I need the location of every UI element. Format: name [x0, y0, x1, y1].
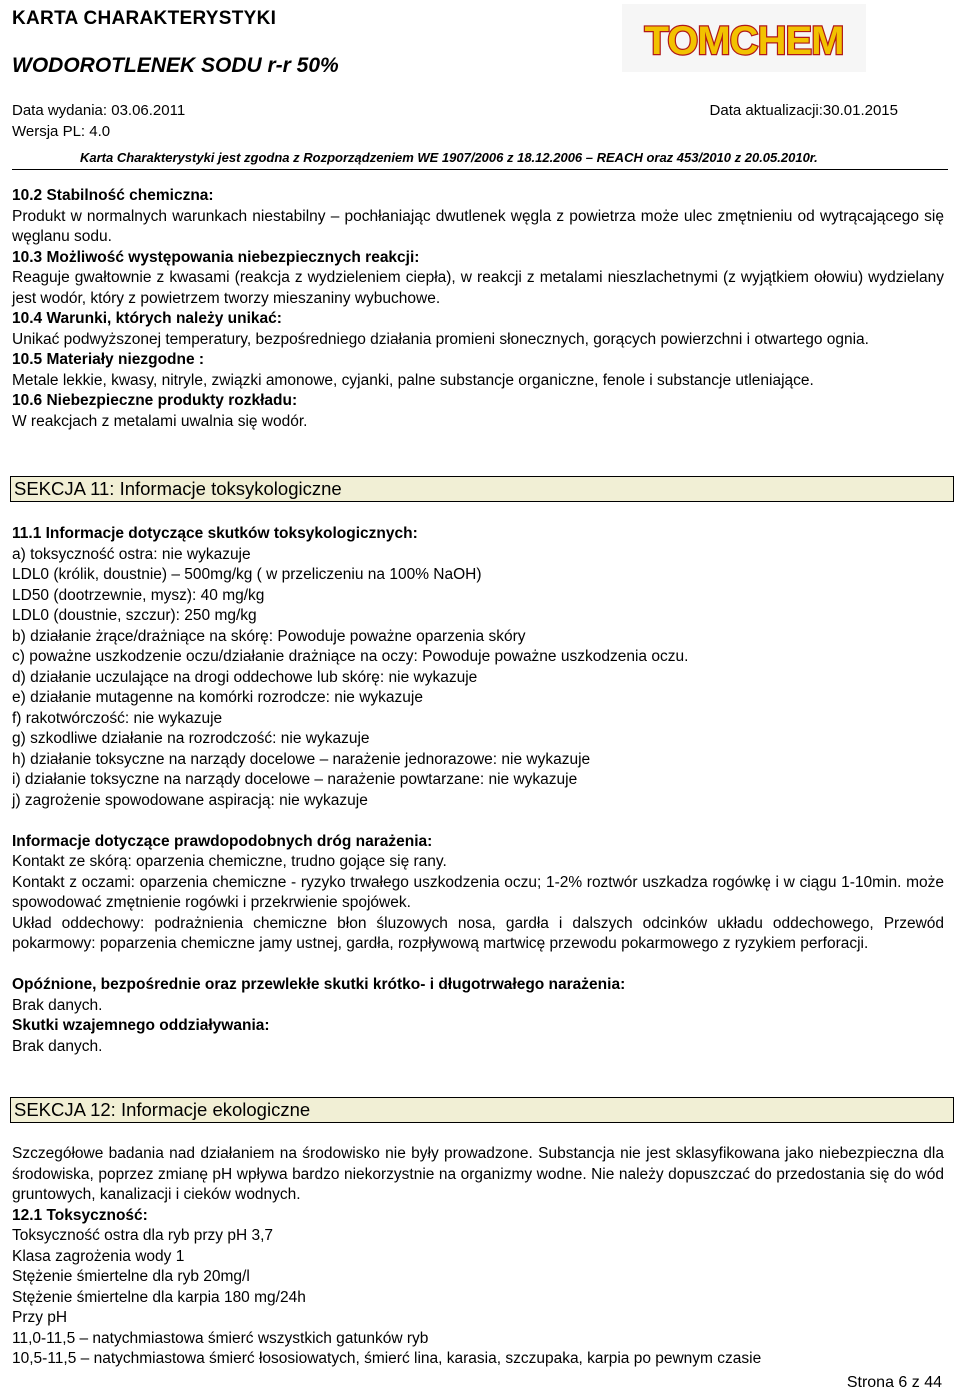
heading-10-2: 10.2 Stabilność chemiczna:	[12, 187, 214, 204]
tomchem-logo	[622, 4, 866, 72]
tox-line: g) szkodliwe działanie na rozrodczość: nie wykazuje	[12, 730, 370, 747]
text-eye-contact: Kontakt z oczami: oparzenia chemiczne - ryzyko trwałego uszkodzenia oczu; 1-2% roztwór uszkadza rogówkę i w ciągu 1-10min. może spowodować zmętnienie rogówki i przekrwienie spojówek.	[12, 873, 944, 911]
eco-line: 11,0-11,5 – natychmiastowa śmierć wszystkich gatunków ryb	[12, 1329, 429, 1347]
eco-line: Toksyczność ostra dla ryb przy pH 3,7	[12, 1227, 274, 1244]
heading-11-1: 11.1 Informacje dotyczące skutków toksykologicznych:	[12, 525, 418, 542]
product-name: WODOROTLENEK SODU r-r 50%	[12, 54, 339, 77]
eco-line: Klasa zagrożenia wody 1	[12, 1247, 185, 1265]
section-12-header: SEKCJA 12: Informacje ekologiczne	[10, 1097, 954, 1123]
heading-interactive-effects: Skutki wzajemnego oddziaływania:	[12, 1017, 270, 1034]
tox-line: LD50 (dootrzewnie, mysz): 40 mg/kg	[12, 586, 265, 604]
logo-text: TOMCHEM	[644, 19, 844, 63]
text-skin-contact: Kontakt ze skórą: oparzenia chemiczne, trudno gojące się rany.	[12, 853, 447, 870]
heading-exposure-routes: Informacje dotyczące prawdopodobnych dróg narażenia:	[12, 832, 433, 850]
text-10-3: Reaguje gwałtownie z kwasami (reakcja z wydzieleniem ciepła), w reakcji z metalami nieszlachetnymi (z wyjątkiem ołowiu) wydzielany jest wodór, który z powietrzem tworzy mieszaniny wybuchowe.	[12, 269, 944, 307]
text-respiratory: Układ oddechowy: podrażnienia chemiczne błon śluzowych nosa, gardła i dalszych odcinków układu oddechowego, Przewód pokarmowy: poparzenia chemiczne jamy ustnej, gardła, rozpływową martwicę przewodu pokarmowego z ryzykiem perforacji.	[12, 914, 944, 952]
heading-delayed-effects: Opóźnione, bezpośrednie oraz przewlekłe skutki krótko- i długotrwałego narażenia:	[12, 976, 626, 993]
heading-10-4: 10.4 Warunki, których należy unikać:	[12, 310, 282, 327]
issue-date: Data wydania: 03.06.2011	[12, 102, 186, 119]
tox-line: LDL0 (królik, doustnie) – 500mg/kg ( w przeliczeniu na 100% NaOH)	[12, 566, 482, 583]
header-divider	[12, 169, 948, 170]
text-delayed-effects: Brak danych.	[12, 996, 103, 1014]
tox-line: h) działanie toksyczne na narządy docelowe – narażenie jednorazowe: nie wykazuje	[12, 750, 591, 768]
document-title: KARTA CHARAKTERYSTYKI	[12, 8, 277, 29]
heading-10-5: 10.5 Materiały niezgodne :	[12, 351, 205, 368]
section-11-content	[12, 524, 944, 1057]
section-11-header: SEKCJA 11: Informacje toksykologiczne	[10, 476, 954, 502]
tox-line: f) rakotwórczość: nie wykazuje	[12, 709, 223, 727]
tox-line: e) działanie mutagenne na komórki rozrodcze: nie wykazuje	[12, 689, 423, 706]
text-10-6: W reakcjach z metalami uwalnia się wodór.	[12, 412, 308, 430]
eco-line: 10,5-11,5 – natychmiastowa śmierć łososiowatych, śmierć lina, karasia, szczupaka, karpia po pewnym czasie	[12, 1350, 762, 1367]
text-10-2: Produkt w normalnych warunkach niestabilny – pochłaniając dwutlenek węgla z powietrza może ulec zmętnieniu od wytrącającego się węglanu sodu.	[12, 207, 944, 245]
text-eco-intro: Szczegółowe badania nad działaniem na środowisko nie były prowadzone. Substancja nie jest sklasyfikowana jako niebezpieczna dla środowiska, poprzez zmianę pH wpływa bardzo niekorzystnie na organizmy wodne. Nie należy dopuszczać do przedostania się do wód gruntowych, kanalizacji i cieków wodnych.	[12, 1145, 944, 1203]
section-12-content	[12, 1144, 944, 1370]
eco-line: Przy pH	[12, 1309, 68, 1326]
version: Wersja PL: 4.0	[12, 123, 111, 140]
text-10-5: Metale lekkie, kwasy, nitryle, związki amonowe, cyjanki, palne substancje organiczne, fenole i substancje utleniające.	[12, 371, 814, 389]
text-interactive-effects: Brak danych.	[12, 1037, 103, 1055]
tox-line: c) poważne uszkodzenie oczu/działanie drażniące na oczy: Powoduje poważne uszkodzenia oczu.	[12, 648, 689, 665]
section-10-content	[12, 186, 944, 432]
tox-line: i) działanie toksyczne na narządy docelowe – narażenie powtarzane: nie wykazuje	[12, 771, 578, 788]
page-number: Strona 6 z 44	[846, 1374, 942, 1391]
text-10-4: Unikać podwyższonej temperatury, bezpośredniego działania promieni słonecznych, gorących powierzchni i otwartego ognia.	[12, 330, 869, 348]
update-date: Data aktualizacji:30.01.2015	[709, 102, 898, 119]
heading-12-1: 12.1 Toksyczność:	[12, 1206, 148, 1224]
tox-line: j) zagrożenie spowodowane aspiracją: nie wykazuje	[12, 791, 368, 809]
tox-line: d) działanie uczulające na drogi oddechowe lub skórę: nie wykazuje	[12, 668, 478, 686]
regulation-note: Karta Charakterystyki jest zgodna z Rozporządzeniem WE 1907/2006 z 18.12.2006 – REACH oraz 453/2010 z 20.05.2010r.	[80, 150, 818, 165]
eco-line: Stężenie śmiertelne dla karpia 180 mg/24h	[12, 1288, 306, 1306]
tox-line: a) toksyczność ostra: nie wykazuje	[12, 545, 251, 563]
eco-line: Stężenie śmiertelne dla ryb 20mg/l	[12, 1268, 250, 1285]
heading-10-6: 10.6 Niebezpieczne produkty rozkładu:	[12, 392, 298, 409]
heading-10-3: 10.3 Możliwość występowania niebezpiecznych reakcji:	[12, 248, 420, 266]
tox-line: LDL0 (doustnie, szczur): 250 mg/kg	[12, 607, 257, 624]
tox-line: b) działanie żrące/drażniące na skórę: Powoduje poważne oparzenia skóry	[12, 627, 526, 645]
